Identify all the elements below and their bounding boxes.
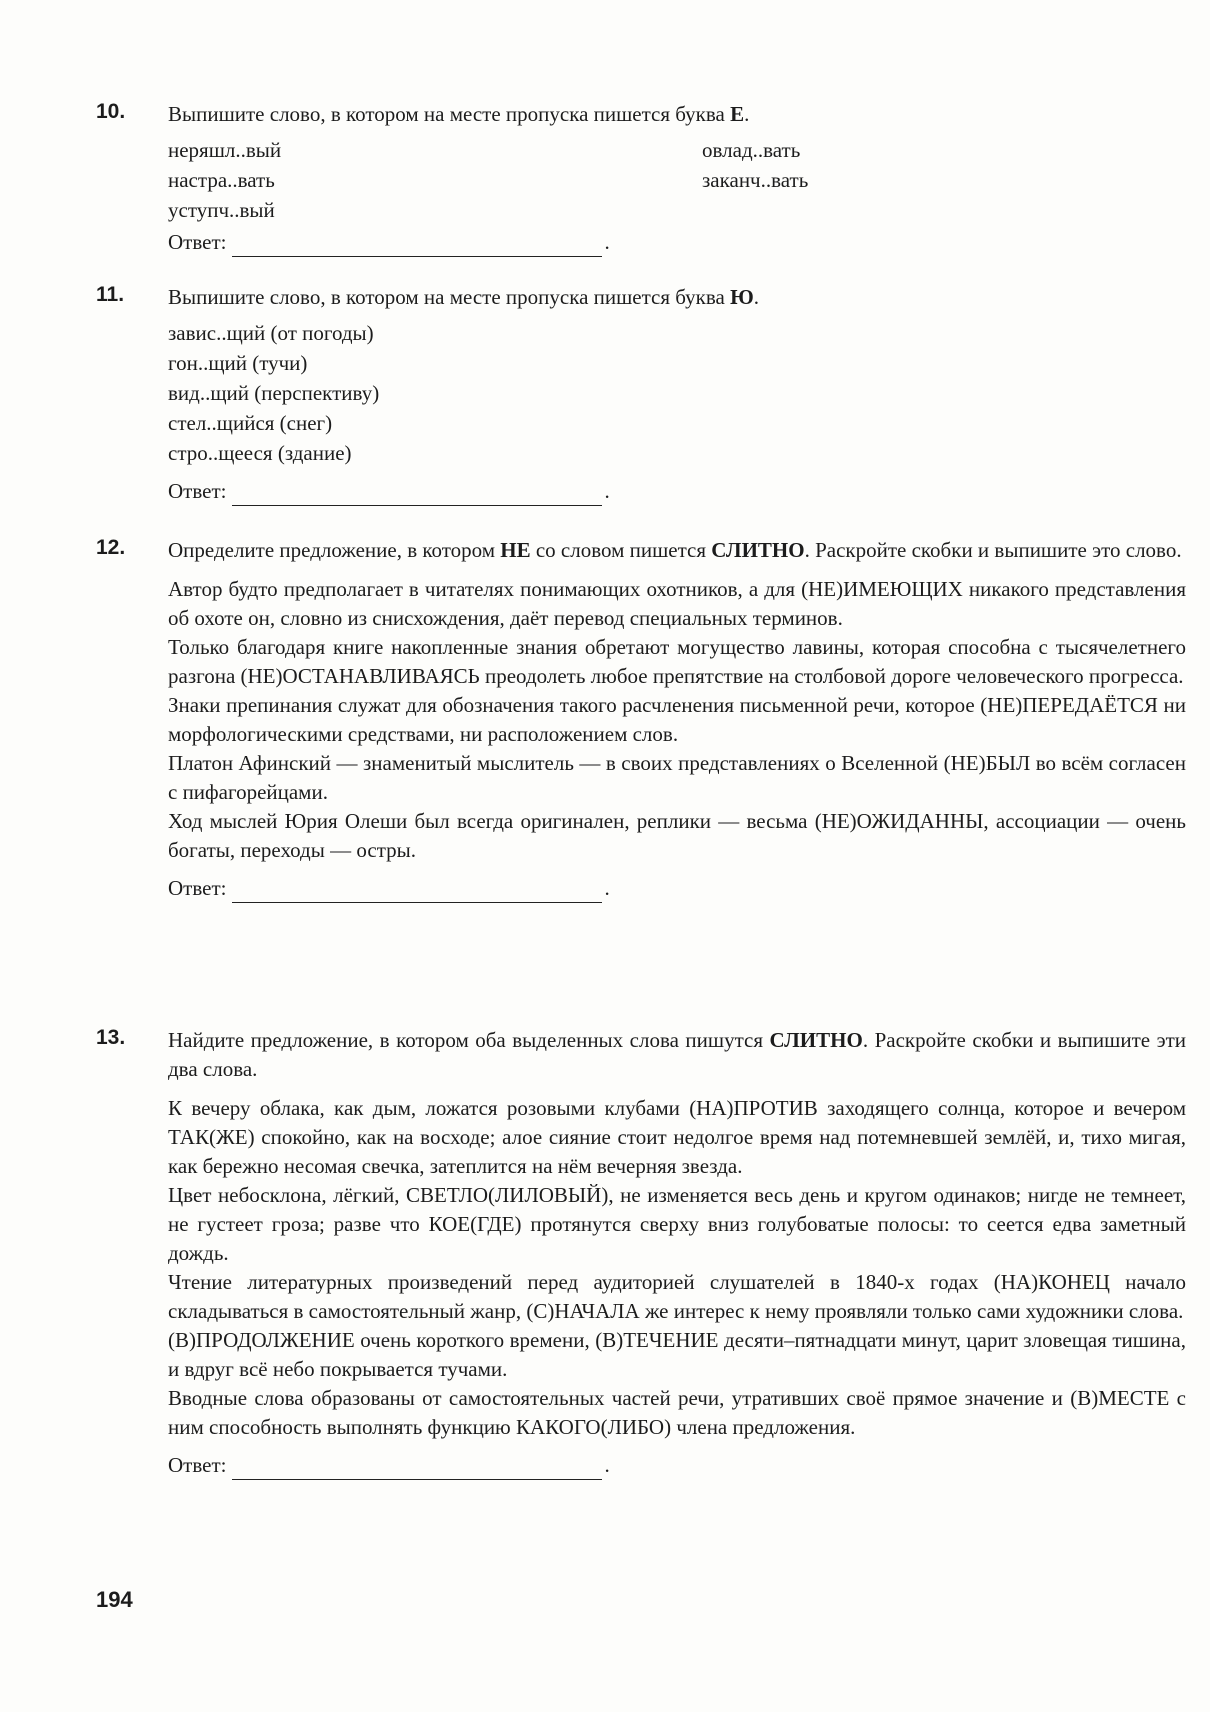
sentence: Цвет небосклона, лёгкий, СВЕТЛО(ЛИЛОВЫЙ), не изменяется весь день и кругом одинаков; нигде не темнеет, не густеет гроза; разве что КОЕ(ГДЕ) протянутся сверху вниз голубоватые полосы: то сеется едва заметный дождь. <box>168 1183 1186 1265</box>
task-number: 11. <box>96 283 125 306</box>
answer-label: Ответ: <box>168 479 227 503</box>
answer-field[interactable] <box>232 880 602 903</box>
answer-label: Ответ: <box>168 1453 227 1477</box>
word-option: уступч..вый <box>168 198 275 222</box>
sentence: Знаки препинания служат для обозначения такого расчленения письменной речи, которое (НЕ)ПЕРЕДАЁТСЯ ни морфологическими средствами, ни расположением слов. <box>168 693 1186 746</box>
word-option: гон..щий (тучи) <box>168 351 308 375</box>
word-option: стел..щийся (снег) <box>168 411 333 435</box>
answer-row: Ответ: . <box>168 873 1186 903</box>
sentence-list <box>168 575 1186 865</box>
sentence: Ход мыслей Юрия Олеши был всегда оригинален, реплики — весьма (НЕ)ОЖИДАННЫ, ассоциации — очень богаты, переходы — остры. <box>168 809 1186 862</box>
task-number: 12. <box>96 536 126 559</box>
sentence: Автор будто предполагает в читателях понимающих охотников, а для (НЕ)ИМЕЮЩИХ никакого представления об охоте он, словно из снисхождения, даёт перевод специальных терминов. <box>168 577 1186 630</box>
word-options <box>168 135 1186 227</box>
task-question: Найдите предложение, в котором оба выделенных слова пишутся СЛИТНО. Раскройте скобки и выпишите эти два слова. <box>168 1028 1186 1081</box>
task-number: 13. <box>96 1026 126 1049</box>
word-option: заканч..вать <box>702 168 809 192</box>
task-number: 10. <box>96 100 126 123</box>
word-option: завис..щий (от погоды) <box>168 321 374 345</box>
word-option: неряшл..вый <box>168 138 282 162</box>
answer-label: Ответ: <box>168 230 227 254</box>
word-option: настра..вать <box>168 168 275 192</box>
answer-label: Ответ: <box>168 876 227 900</box>
sentence: Вводные слова образованы от самостоятельных частей речи, утративших своё прямое значение и (В)МЕСТЕ с ним способность выполнять функцию КАКОГО(ЛИБО) члена предложения. <box>168 1386 1186 1439</box>
word-option: овлад..вать <box>702 138 801 162</box>
task-question: Выпишите слово, в котором на месте пропуска пишется буква Ю. <box>168 285 759 309</box>
word-option: стро..щееся (здание) <box>168 441 352 465</box>
answer-field[interactable] <box>232 234 602 257</box>
answer-field[interactable] <box>232 1457 602 1480</box>
sentence: (В)ПРОДОЛЖЕНИЕ очень короткого времени, (В)ТЕЧЕНИЕ десяти–пятнадцати минут, царит зловещая тишина, и вдруг всё небо покрывается тучами. <box>168 1328 1186 1381</box>
task-question: Определите предложение, в котором НЕ со словом пишется СЛИТНО. Раскройте скобки и выпишите это слово. <box>168 538 1182 562</box>
sentence: Платон Афинский — знаменитый мыслитель — в своих представлениях о Вселенной (НЕ)БЫЛ во всём согласен с пифагорейцами. <box>168 751 1186 804</box>
sentence-list <box>168 1094 1186 1442</box>
sentence: Только благодаря книге накопленные знания обретают могущество лавины, которая способна с тысячелетнего разгона (НЕ)ОСТАНАВЛИВАЯСЬ преодолеть любое препятствие на столбовой дороге человеческого прогресса. <box>168 635 1186 688</box>
answer-row: Ответ: . <box>168 476 1186 506</box>
sentence: Чтение литературных произведений перед аудиторией слушателей в 1840-х годах (НА)КОНЕЦ начало складываться в самостоятельный жанр, (С)НАЧАЛА же интерес к нему проявляли только сами художники слова. <box>168 1270 1186 1323</box>
page-number: 194 <box>96 1587 133 1612</box>
task-question: Выпишите слово, в котором на месте пропуска пишется буква Е. <box>168 102 750 126</box>
word-option: вид..щий (перспективу) <box>168 381 380 405</box>
answer-row: Ответ: . <box>168 227 1186 257</box>
answer-row: Ответ: . <box>168 1450 1186 1480</box>
word-options <box>168 318 1186 468</box>
sentence: К вечеру облака, как дым, ложатся розовыми клубами (НА)ПРОТИВ заходящего солнца, которое и вечером ТАК(ЖЕ) спокойно, как на восходе; алое сияние стоит недолгое время над потемневшей землёй, и, тихо мигая, как бережно несомая свечка, затеплится на нём вечерняя звезда. <box>168 1096 1186 1178</box>
answer-field[interactable] <box>232 483 602 506</box>
